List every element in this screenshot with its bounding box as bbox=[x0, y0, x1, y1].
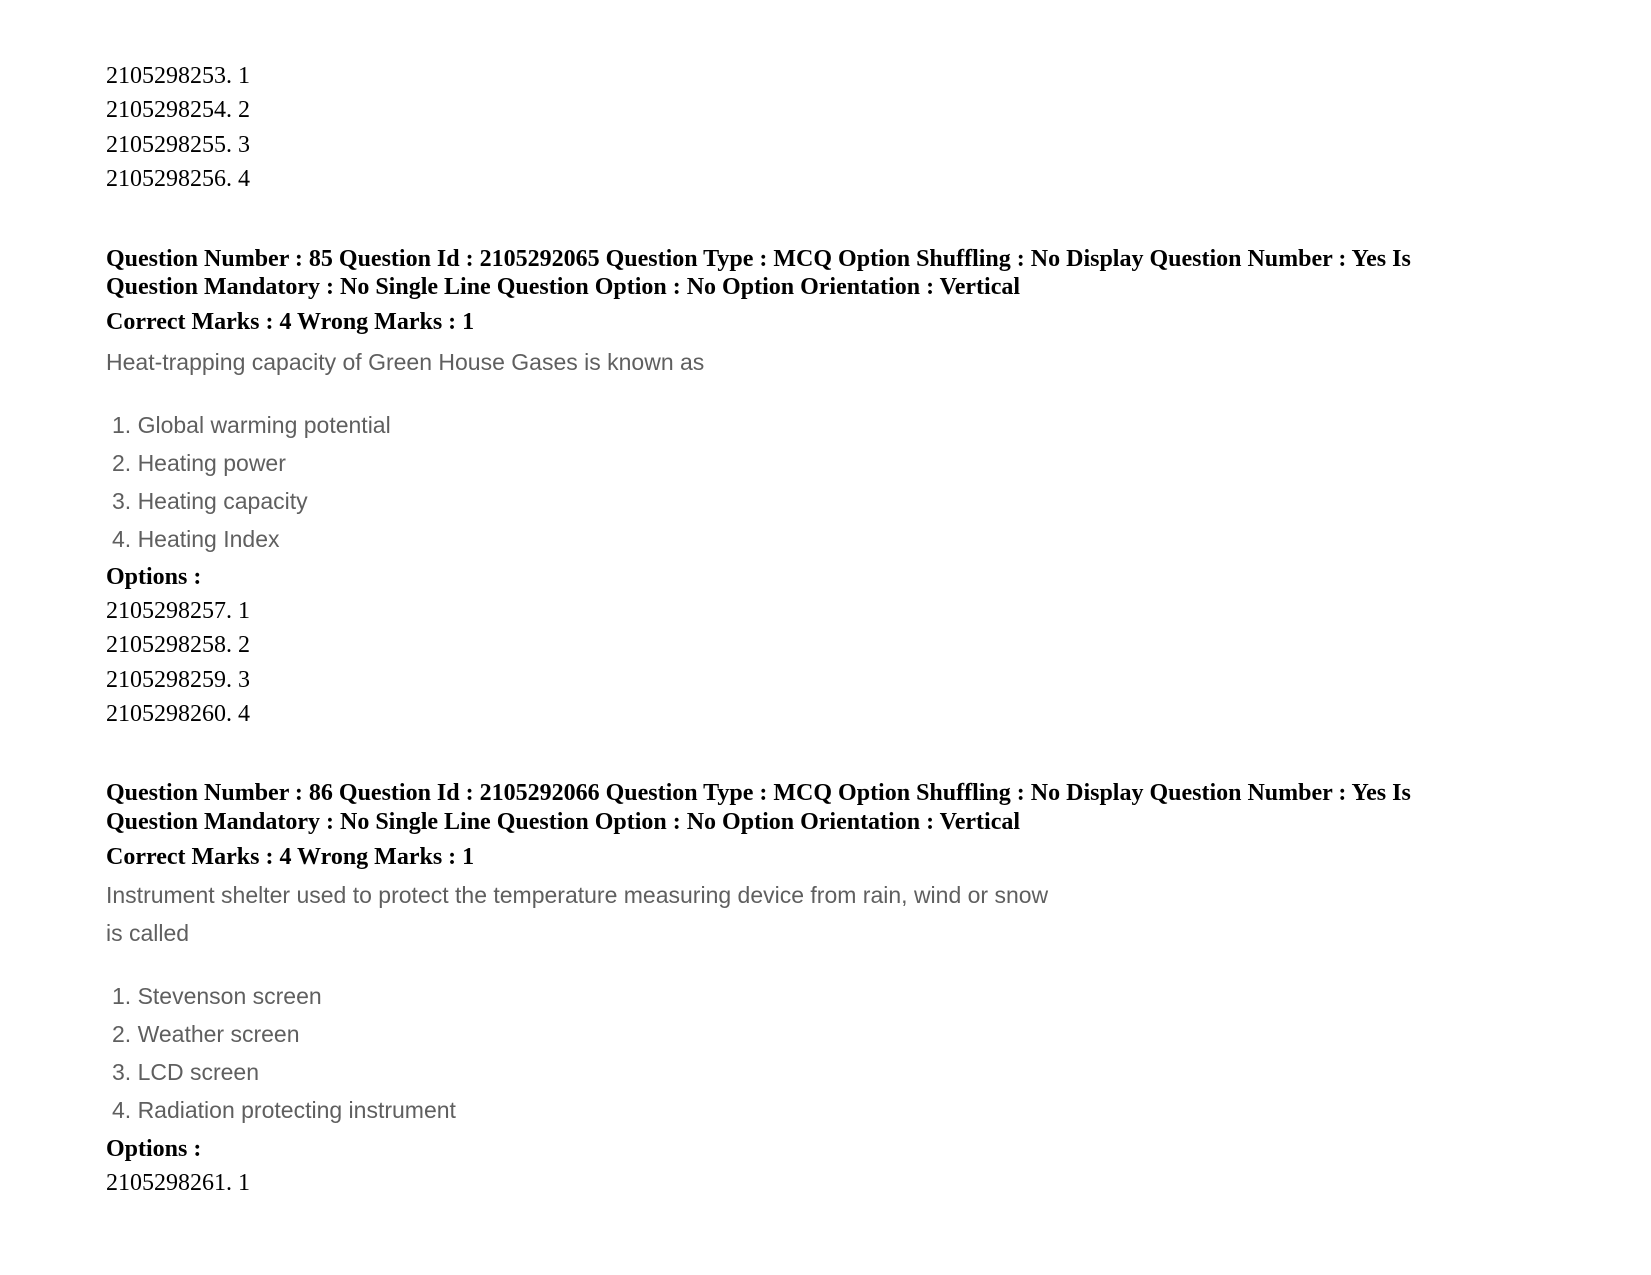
answer-choice: 2. Heating power bbox=[112, 450, 286, 476]
question-meta-line: Question Number : 86 Question Id : 2105292066 Question Type : MCQ Option Shuffling : No Display Question Number : Yes Is bbox=[106, 780, 1411, 806]
answer-choice: 2. Weather screen bbox=[112, 1021, 300, 1047]
option-id-line: 2105298253. 1 bbox=[106, 63, 250, 89]
option-id-line: 2105298258. 2 bbox=[106, 632, 250, 658]
options-label: Options : bbox=[106, 564, 202, 590]
option-id-line: 2105298255. 3 bbox=[106, 132, 250, 158]
question-marks: Correct Marks : 4 Wrong Marks : 1 bbox=[106, 844, 475, 870]
question-text: is called bbox=[106, 920, 190, 946]
question-meta-line: Question Number : 85 Question Id : 2105292065 Question Type : MCQ Option Shuffling : No Display Question Number : Yes Is bbox=[106, 246, 1411, 272]
answer-choice: 1. Stevenson screen bbox=[112, 983, 322, 1009]
option-id-line: 2105298257. 1 bbox=[106, 598, 250, 624]
option-id-line: 2105298256. 4 bbox=[106, 166, 250, 192]
option-id-line: 2105298259. 3 bbox=[106, 667, 250, 693]
options-label: Options : bbox=[106, 1136, 202, 1162]
option-id-line: 2105298261. 1 bbox=[106, 1170, 250, 1196]
question-text: Heat-trapping capacity of Green House Gases is known as bbox=[106, 349, 705, 375]
answer-choice: 4. Heating Index bbox=[112, 526, 280, 552]
answer-choice: 4. Radiation protecting instrument bbox=[112, 1097, 456, 1123]
answer-choice: 3. LCD screen bbox=[112, 1059, 260, 1085]
answer-choice: 1. Global warming potential bbox=[112, 412, 391, 438]
question-meta-line: Question Mandatory : No Single Line Question Option : No Option Orientation : Vertical bbox=[106, 274, 1021, 300]
question-marks: Correct Marks : 4 Wrong Marks : 1 bbox=[106, 309, 475, 335]
answer-choice: 3. Heating capacity bbox=[112, 488, 308, 514]
question-meta-line: Question Mandatory : No Single Line Question Option : No Option Orientation : Vertical bbox=[106, 809, 1021, 835]
question-text: Instrument shelter used to protect the temperature measuring device from rain, wind or snow bbox=[106, 882, 1049, 908]
option-id-line: 2105298260. 4 bbox=[106, 701, 250, 727]
option-id-line: 2105298254. 2 bbox=[106, 97, 250, 123]
